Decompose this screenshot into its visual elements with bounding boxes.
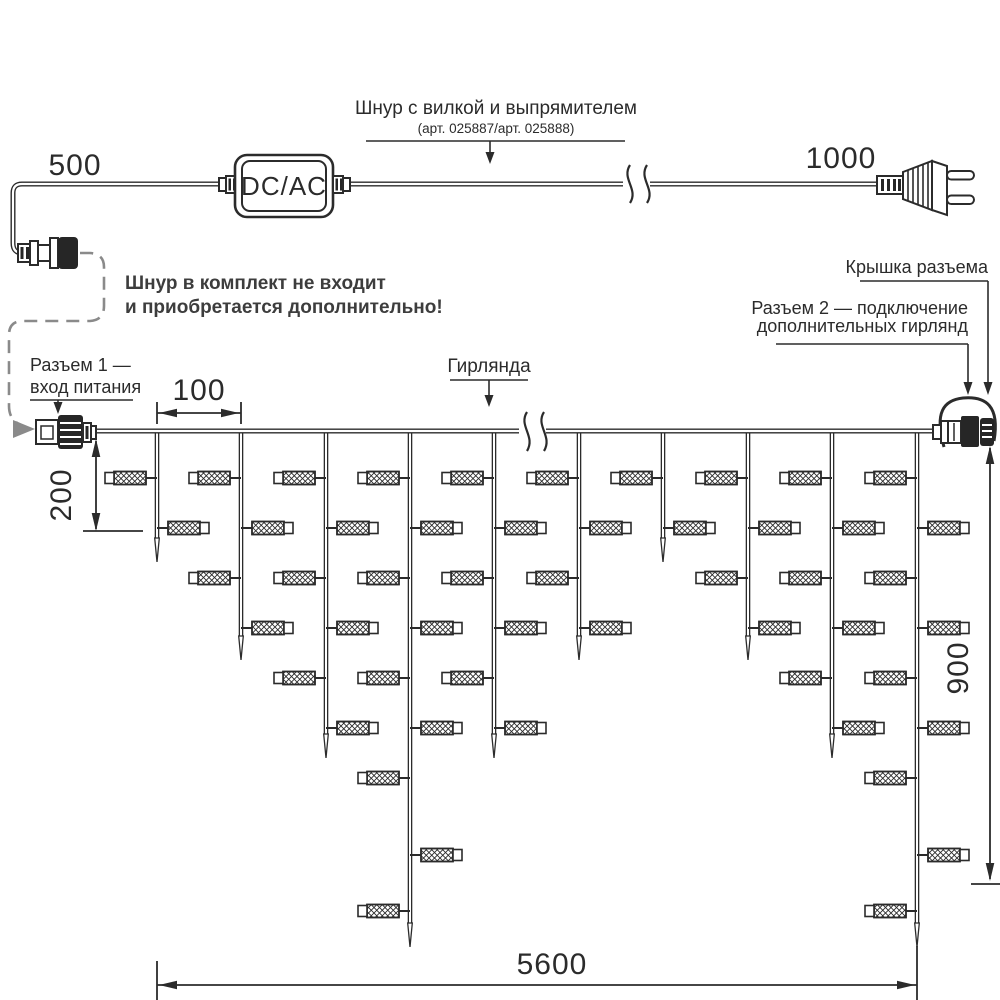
- gray-arrow: [13, 420, 35, 438]
- lamp: [358, 572, 410, 585]
- garland-drop: [105, 431, 209, 562]
- label-connector2-line1: Разъем 2 — подключение: [751, 298, 968, 318]
- drop-tip: [324, 734, 329, 758]
- lamp: [274, 572, 326, 585]
- label-connector2: [751, 298, 972, 395]
- garland-drop: [189, 431, 293, 660]
- lamp: [832, 622, 884, 635]
- lamp: [157, 522, 209, 535]
- drop-tip: [408, 923, 413, 947]
- lamp: [780, 572, 832, 585]
- lamp: [527, 472, 579, 485]
- lamp: [696, 472, 748, 485]
- lamp: [832, 722, 884, 735]
- lamp: [410, 722, 462, 735]
- label-cord-line2: (арт. 025887/арт. 025888): [417, 121, 575, 136]
- lamp: [780, 672, 832, 685]
- lamp: [410, 622, 462, 635]
- lamp: [865, 772, 917, 785]
- label-connector1-line1: Разъем 1 —: [30, 355, 131, 375]
- drop-tip: [915, 923, 920, 947]
- cord-plug-connector: [18, 237, 78, 269]
- lamp: [494, 622, 546, 635]
- lamp: [527, 572, 579, 585]
- lamp: [663, 522, 715, 535]
- plug-prong-bottom: [947, 196, 974, 205]
- lamp: [865, 572, 917, 585]
- lamp: [917, 849, 969, 862]
- label-cord-line1: Шнур с вилкой и выпрямителем: [355, 98, 637, 119]
- lamp: [241, 622, 293, 635]
- lamp: [105, 472, 157, 485]
- lamp: [865, 472, 917, 485]
- lamp: [748, 622, 800, 635]
- garland-drops: [105, 431, 969, 947]
- drop-tip: [492, 734, 497, 758]
- drop-tip: [577, 636, 582, 660]
- lamp: [579, 622, 631, 635]
- connector1: [36, 415, 96, 449]
- label-connector1: [30, 355, 141, 414]
- lamp: [494, 522, 546, 535]
- lamp: [358, 472, 410, 485]
- dim-900-value: 900: [942, 641, 975, 695]
- dim-1000: 1000: [805, 142, 877, 175]
- lamp: [241, 522, 293, 535]
- garland-break-symbol: [524, 412, 546, 451]
- lamp: [832, 522, 884, 535]
- drop-tip: [661, 538, 666, 562]
- lamp: [358, 905, 410, 918]
- dim-100-value: 100: [172, 374, 226, 407]
- lamp: [442, 672, 494, 685]
- lamp: [494, 722, 546, 735]
- drop-tip: [239, 636, 244, 660]
- connector2: [933, 416, 994, 447]
- label-cap-text: Крышка разъема: [845, 257, 988, 277]
- lamp: [274, 672, 326, 685]
- label-connector2-line2: дополнительных гирлянд: [756, 316, 968, 336]
- lamp: [442, 572, 494, 585]
- power-plug: [877, 161, 974, 215]
- lamp: [326, 522, 378, 535]
- dcac-label: DC/AC: [241, 171, 327, 201]
- lamp: [865, 905, 917, 918]
- lamp: [326, 622, 378, 635]
- note-line2: и приобретается дополнительно!: [125, 297, 443, 318]
- lamp: [189, 472, 241, 485]
- dcac-converter: [219, 155, 350, 217]
- lamp: [917, 522, 969, 535]
- lamp: [326, 722, 378, 735]
- lamp: [917, 622, 969, 635]
- lamp: [696, 572, 748, 585]
- lamp: [917, 722, 969, 735]
- lamp: [442, 472, 494, 485]
- label-garland: [447, 356, 531, 407]
- dashed-connection-path: [9, 253, 104, 438]
- power-cord: [13, 184, 878, 253]
- dim-5600-value: 5600: [516, 948, 588, 981]
- lamp: [780, 472, 832, 485]
- dim-500: 500: [48, 149, 102, 182]
- lamp: [274, 472, 326, 485]
- drop-tip: [746, 636, 751, 660]
- lamp: [579, 522, 631, 535]
- plug-prong-top: [947, 171, 974, 180]
- dim-100: [157, 374, 241, 424]
- dim-900: [942, 446, 1000, 884]
- lamp: [410, 522, 462, 535]
- garland-drop: [696, 431, 800, 660]
- lamp: [410, 849, 462, 862]
- dim-5600: [157, 946, 917, 1000]
- garland-drop: [611, 431, 715, 562]
- drop-tip: [830, 734, 835, 758]
- lamp: [611, 472, 663, 485]
- lamp: [865, 672, 917, 685]
- lamp: [358, 772, 410, 785]
- drop-tip: [155, 538, 160, 562]
- label-cord-note: [125, 273, 443, 318]
- lamp: [748, 522, 800, 535]
- lamp: [189, 572, 241, 585]
- label-garland-text: Гирлянда: [447, 356, 531, 377]
- note-line1: Шнур в комплект не входит: [125, 273, 386, 294]
- label-cord: [355, 98, 637, 164]
- garland-drop: [358, 431, 462, 947]
- lamp: [358, 672, 410, 685]
- label-connector1-line2: вход питания: [30, 377, 142, 397]
- cord-break-symbol: [627, 165, 649, 203]
- dim-200-value: 200: [45, 468, 78, 522]
